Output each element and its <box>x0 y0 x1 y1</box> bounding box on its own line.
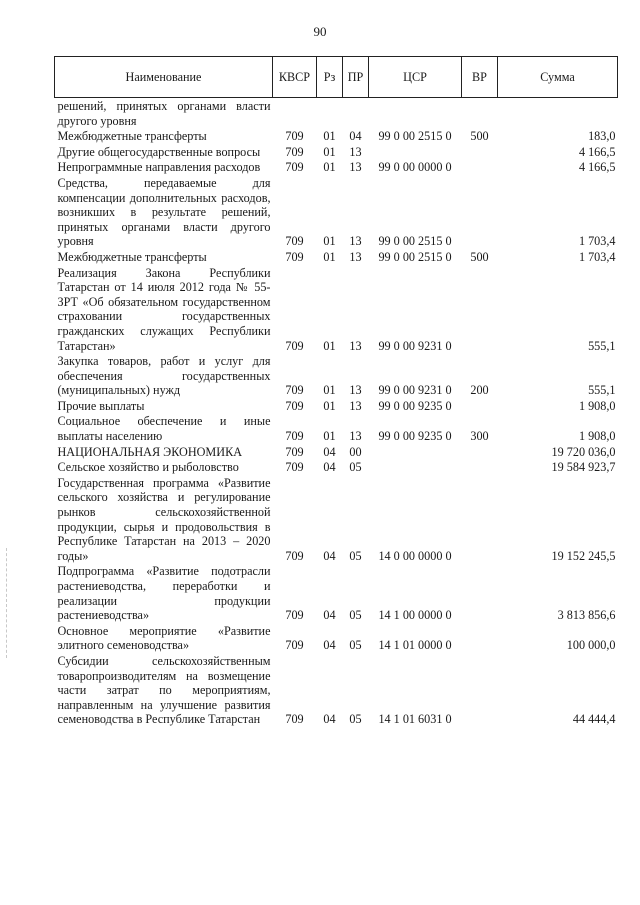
table-row <box>55 176 618 250</box>
cell-name: НАЦИОНАЛЬНАЯ ЭКОНОМИКА <box>57 444 242 459</box>
cell-sum: 1 908,0 <box>578 429 616 444</box>
cell-pr: 05 <box>349 548 362 563</box>
cell-rz: 04 <box>323 444 336 459</box>
table-row <box>55 354 618 399</box>
cell-csr: 99 0 00 2515 0 <box>378 249 452 264</box>
cell-csr: 99 0 00 9235 0 <box>378 398 452 413</box>
cell-kvsr: 709 <box>285 383 304 398</box>
cell-vr: 500 <box>470 129 489 144</box>
cell-sum: 555,1 <box>588 338 616 353</box>
cell-pr: 05 <box>349 608 362 623</box>
cell-rz: 01 <box>323 429 336 444</box>
header-pr: ПР <box>343 57 369 98</box>
cell-csr: 14 1 01 6031 0 <box>378 712 452 727</box>
cell-pr: 00 <box>349 444 362 459</box>
table-body <box>55 98 618 728</box>
cell-pr: 13 <box>349 249 362 264</box>
cell-kvsr: 709 <box>285 548 304 563</box>
cell-rz: 01 <box>323 234 336 249</box>
cell-rz: 04 <box>323 638 336 653</box>
cell-rz: 01 <box>323 129 336 144</box>
page-number: 90 <box>313 24 327 39</box>
cell-csr: 99 0 00 9231 0 <box>378 338 452 353</box>
cell-rz: 01 <box>323 160 336 175</box>
cell-sum: 19 152 245,5 <box>551 548 616 563</box>
cell-pr: 05 <box>349 712 362 727</box>
cell-pr: 13 <box>349 234 362 249</box>
cell-name: Сельское хозяйство и рыболовство <box>57 460 239 475</box>
cell-csr: 14 1 00 0000 0 <box>378 608 452 623</box>
table-row <box>55 98 618 130</box>
table-row <box>55 160 618 176</box>
cell-pr: 13 <box>349 429 362 444</box>
cell-vr <box>462 624 498 654</box>
cell-pr: 05 <box>349 638 362 653</box>
cell-kvsr: 709 <box>285 249 304 264</box>
cell-vr <box>462 266 498 355</box>
cell-name: Закупка товаров, работ и услуг для обеспечения государственных (муниципальных) нужд <box>57 354 271 398</box>
cell-rz: 04 <box>323 548 336 563</box>
cell-name: Реализация Закона Республики Татарстан от 14 июля 2012 года № 55-ЗРТ «Об обязательном государственном страховании государственных гражданских служащих Республики Татарстан» <box>57 265 271 353</box>
cell-vr <box>462 654 498 728</box>
cell-sum: 4 166,5 <box>578 160 616 175</box>
cell-vr <box>462 460 498 476</box>
cell-kvsr: 709 <box>285 608 304 623</box>
cell-rz: 04 <box>323 712 336 727</box>
cell-csr <box>369 445 462 461</box>
cell-sum: 3 813 856,6 <box>557 608 616 623</box>
cell-sum: 100 000,0 <box>566 638 616 653</box>
cell-vr <box>462 176 498 250</box>
cell-kvsr: 709 <box>285 429 304 444</box>
cell-name: Основное мероприятие «Развитие элитного семеноводства» <box>57 623 271 653</box>
header-name: Наименование <box>55 57 273 98</box>
table-row <box>55 266 618 355</box>
cell-csr: 99 0 00 0000 0 <box>378 160 452 175</box>
cell-name: Межбюджетные трансферты <box>57 249 207 264</box>
cell-pr: 13 <box>349 398 362 413</box>
table-row <box>55 145 618 161</box>
header-sum: Сумма <box>498 57 618 98</box>
cell-vr: 500 <box>470 249 489 264</box>
cell-rz: 01 <box>323 338 336 353</box>
cell-vr: 300 <box>470 429 489 444</box>
scan-margin-marks <box>6 548 9 658</box>
cell-name: Субсидии сельскохозяйственным товаропроизводителям на возмещение части затрат по мероприятиям, направленным на улучшение развития семеноводства в Республике Татарстан <box>57 653 271 727</box>
cell-kvsr: 709 <box>285 444 304 459</box>
cell-sum: 4 166,5 <box>578 144 616 159</box>
table-row <box>55 476 618 565</box>
cell-csr: 14 0 00 0000 0 <box>378 548 452 563</box>
cell-rz: 04 <box>323 460 336 475</box>
cell-sum: 1 703,4 <box>578 249 616 264</box>
cell-vr <box>462 98 498 130</box>
cell-name: Межбюджетные трансферты <box>57 129 207 144</box>
cell-sum: 19 584 923,7 <box>551 460 616 475</box>
table-row <box>55 445 618 461</box>
cell-csr <box>369 460 462 476</box>
cell-pr: 04 <box>349 129 362 144</box>
cell-rz: 04 <box>323 608 336 623</box>
cell-pr: 13 <box>349 144 362 159</box>
cell-rz: 01 <box>323 144 336 159</box>
cell-name: Подпрограмма «Развитие подотрасли растениеводства, переработки и реализации продукции растениеводства» <box>57 564 271 623</box>
table-header <box>55 57 618 98</box>
cell-vr: 200 <box>470 383 489 398</box>
cell-csr: 99 0 00 2515 0 <box>378 234 452 249</box>
cell-kvsr: 709 <box>285 234 304 249</box>
cell-csr: 99 0 00 9231 0 <box>378 383 452 398</box>
cell-csr <box>369 145 462 161</box>
cell-kvsr: 709 <box>285 129 304 144</box>
table-row <box>55 564 618 623</box>
cell-rz: 01 <box>323 249 336 264</box>
cell-pr <box>343 98 369 130</box>
cell-vr <box>462 160 498 176</box>
cell-vr <box>462 564 498 623</box>
cell-rz: 01 <box>323 398 336 413</box>
table-row <box>55 460 618 476</box>
cell-name: Непрограммные направления расходов <box>57 160 261 175</box>
cell-kvsr: 709 <box>285 712 304 727</box>
cell-kvsr: 709 <box>285 144 304 159</box>
cell-kvsr: 709 <box>285 638 304 653</box>
header-rz: Рз <box>317 57 343 98</box>
cell-csr <box>369 98 462 130</box>
header-vr: ВР <box>462 57 498 98</box>
cell-pr: 05 <box>349 460 362 475</box>
cell-kvsr: 709 <box>285 160 304 175</box>
cell-name: Средства, передаваемые для компенсации дополнительных расходов, возникших в результате решений, принятых органами власти другого уровня <box>57 175 271 249</box>
cell-csr: 99 0 00 2515 0 <box>378 129 452 144</box>
cell-kvsr: 709 <box>285 338 304 353</box>
table-row <box>55 654 618 728</box>
cell-name: Прочие выплаты <box>57 398 145 413</box>
cell-kvsr: 709 <box>285 460 304 475</box>
table-row <box>55 399 618 415</box>
cell-sum: 1 908,0 <box>578 398 616 413</box>
cell-pr: 13 <box>349 338 362 353</box>
header-csr: ЦСР <box>369 57 462 98</box>
cell-sum: 1 703,4 <box>578 234 616 249</box>
header-kvsr: КВСР <box>273 57 317 98</box>
cell-name: Другие общегосударственные вопросы <box>57 144 261 159</box>
cell-csr: 14 1 01 0000 0 <box>378 638 452 653</box>
cell-sum: 183,0 <box>588 129 616 144</box>
table-row <box>55 624 618 654</box>
cell-vr <box>462 145 498 161</box>
cell-sum: 555,1 <box>588 383 616 398</box>
cell-name: Социальное обеспечение и иные выплаты населению <box>57 414 271 444</box>
table-row <box>55 414 618 444</box>
cell-csr: 99 0 00 9235 0 <box>378 429 452 444</box>
cell-sum <box>498 98 618 130</box>
cell-sum: 44 444,4 <box>572 712 616 727</box>
table-row <box>55 250 618 266</box>
cell-vr <box>462 476 498 565</box>
cell-pr: 13 <box>349 383 362 398</box>
cell-rz <box>317 98 343 130</box>
cell-sum: 19 720 036,0 <box>551 444 616 459</box>
cell-name: Государственная программа «Развитие сельского хозяйства и регулирование рынков сельскохозяйственной продукции, сырья и продовольствия в Республике Татарстан на 2013 – 2020 годы» <box>57 475 271 563</box>
cell-vr <box>462 399 498 415</box>
cell-vr <box>462 445 498 461</box>
cell-rz: 01 <box>323 383 336 398</box>
table-row <box>55 129 618 145</box>
cell-name: решений, принятых органами власти другого уровня <box>57 99 271 128</box>
cell-kvsr: 709 <box>285 398 304 413</box>
cell-kvsr <box>273 98 317 130</box>
cell-pr: 13 <box>349 160 362 175</box>
budget-table <box>54 56 618 728</box>
